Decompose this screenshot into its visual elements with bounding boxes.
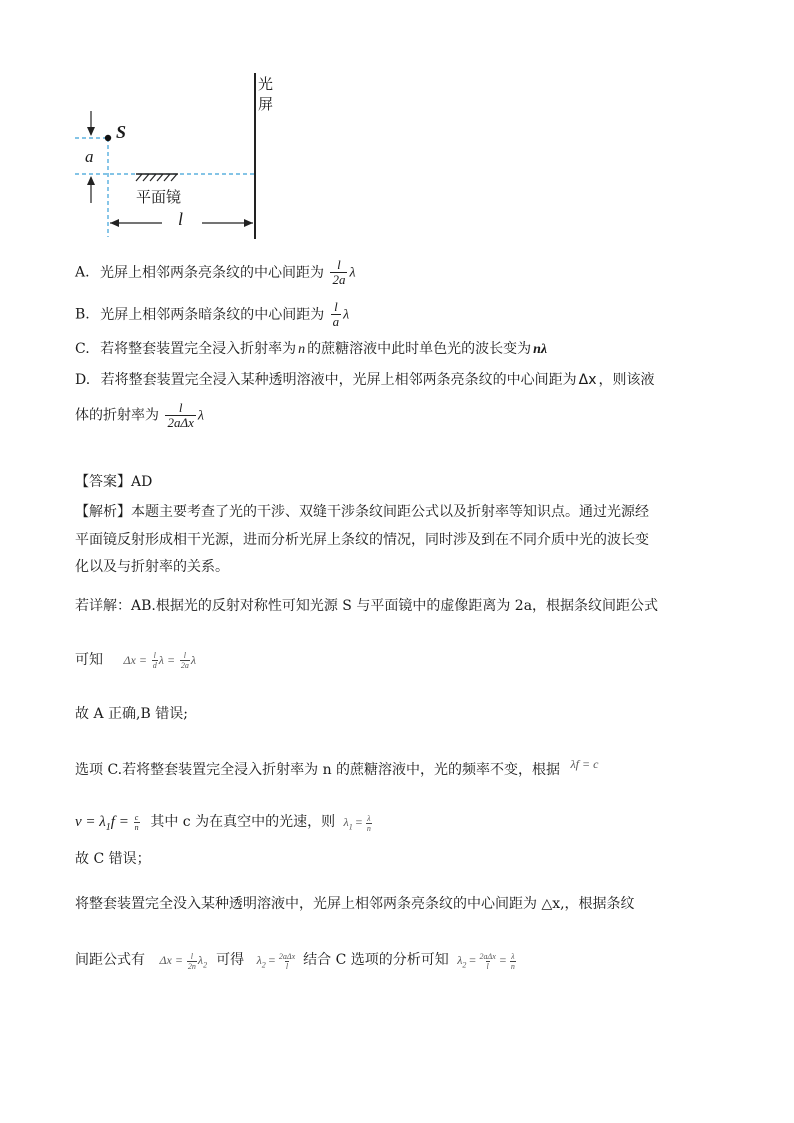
analysis-line11-mid1: 可得 [216,952,245,968]
screen-label: 光屏 [258,75,274,113]
length-arrow-left-head [110,219,119,227]
option-c-text-post: 的蔗糖溶液中此时单色光的波长变为 [307,341,532,357]
formula-7-frac1 [480,952,496,971]
option-c-var: n [298,342,306,357]
option-a-lambda: λ [349,265,356,281]
option-d-frac-den: 2aΔx [167,415,194,430]
formula-7-n2: λ [511,951,515,961]
analysis-line9: 故 C 错误； [75,851,151,867]
formula-4-frac [366,814,372,833]
formula-1-frac1 [152,651,158,670]
formula-5-frac [187,952,197,971]
formula-1-tail: λ [190,653,197,667]
formula-4-eq: = [354,815,363,829]
formula-1-n2: l [183,651,186,660]
option-b-frac-num: l [334,299,338,314]
formula-7-lhs: λ [457,953,463,967]
formula-7-eq2: = [498,953,507,967]
analysis-line11-mid2: 结合 C 选项的分析可知 [303,952,449,968]
option-a-text: 光屏上相邻两条亮条纹的中心间距为 [100,264,325,281]
formula-6-sub: 2 [261,960,266,970]
formula-4-d: n [366,823,371,833]
option-b-fraction [331,300,342,329]
analysis-line8 [75,812,373,838]
formula-5-d: 2n [187,961,196,971]
formula-4-n: λ [367,813,371,823]
analysis-line5-pre: 可知 [75,652,103,668]
option-d-frac-num: l [178,400,183,415]
formula-6-eq: = [267,953,276,967]
dist-label: a [85,147,94,166]
option-b-text: 光屏上相邻两条暗条纹的中心间距为 [100,306,325,323]
formula-3-mid: f = [110,814,129,830]
formula-7-sub: 2 [462,960,467,970]
formula-5-sub: 2 [203,960,208,970]
formula-6-n: 2aΔx [278,951,296,961]
formula-4 [343,813,373,833]
formula-3-n: c [134,813,139,823]
analysis-line1 [75,502,649,522]
analysis-line10: 将整套装置完全没入某种透明溶液中，光屏上相邻两条亮条纹的中心间距为 △x,，根据条纹 [75,896,635,912]
option-d-line1 [75,370,655,390]
analysis-line11-pre: 间距公式有 [75,952,145,968]
option-d-letter: D. [75,372,91,388]
option-a [75,258,356,287]
formula-7-d: l [486,961,489,971]
option-b-letter: B. [75,306,90,323]
analysis-line7-text: 选项 C.若将整套装置完全浸入折射率为 n 的蔗糖溶液中，光的频率不变，根据 [75,762,561,778]
analysis-line8-mid: 其中 c 为在真空中的光速，则 [150,814,336,830]
option-d-text-post: ，则该液 [598,372,655,388]
formula-2: λf = c [570,757,599,771]
analysis-label: 【解析】 [75,504,131,520]
analysis-line11 [75,950,517,975]
formula-1-d2: 2a [180,661,189,670]
analysis-line5 [75,650,196,670]
answer-value: AD [131,474,153,490]
formula-5 [159,951,210,971]
formula-spacing-1 [123,651,197,670]
analysis-line2: 平面镜反射形成相干光源，进而分析光屏上条纹的情况，同时涉及到在不同介质中光的波长变 [75,532,649,548]
formula-1-mid: λ = [158,653,176,667]
option-a-fraction [330,258,347,287]
formula-1-d1: d [152,661,157,670]
formula-7-d2: n [510,961,515,971]
option-d-lambda: λ [197,408,204,424]
formula-1-n1: l [153,651,156,660]
option-b [75,300,349,329]
mirror-label: 平面镜 [136,188,182,206]
formula-7 [457,951,517,971]
answer-label: 【答案】 [75,474,131,490]
length-label: l [178,209,184,229]
formula-6 [256,951,300,971]
formula-1-frac2 [180,651,190,670]
option-a-frac-den: 2a [332,272,346,287]
option-d-text-pre: 若将整套装置完全浸入某种透明溶液中，光屏上相邻两条亮条纹的中心间距为 [100,372,577,388]
option-c-value: nλ [533,342,548,357]
analysis-line7 [75,757,599,780]
option-a-letter: A. [75,264,90,281]
formula-6-d: l [285,961,289,971]
formula-7-eq: = [468,953,477,967]
option-d-line2-text: 体的折射率为 [75,407,159,424]
formula-3-frac [134,813,140,832]
length-arrow-right-head [244,219,253,227]
formula-5-n: l [190,951,194,961]
formula-6-lhs: λ [256,953,262,967]
mirror-hatch [136,174,177,181]
formula-5-tail: λ [197,953,204,967]
option-c-text-pre: 若将整套装置完全浸入折射率为 [100,341,297,357]
formula-3-sub: 1 [105,822,111,833]
option-b-lambda: λ [343,307,350,323]
option-d-line2 [75,401,204,430]
option-b-frac-den: a [332,314,340,329]
formula-5-lhs: Δx = [159,953,183,967]
formula-3-lhs: v = λ [75,814,106,830]
analysis-line3: 化以及与折射率的关系。 [75,559,229,575]
formula-4-lhs: λ [343,815,349,829]
analysis-text-1: 本题主要考查了光的干涉、双缝干涉条纹间距公式以及折射率等知识点。通过光源经 [131,504,649,520]
formula-6-frac [279,952,295,971]
formula-4-sub: 1 [348,822,353,832]
formula-3-d: n [134,823,139,833]
analysis-line4: 若详解：AB.根据光的反射对称性可知光源 S 与平面镜中的虚像距离为 2a，根据条纹间距公式 [75,598,659,614]
source-point [105,135,111,141]
option-c [75,339,547,360]
option-a-frac-num: l [337,257,341,272]
analysis-line6: 故 A 正确,B 错误; [75,706,188,722]
arrow-down-head [87,127,95,136]
formula-7-frac2 [510,952,516,971]
answer-line [75,472,152,492]
option-d-dx: Δx [578,372,597,388]
option-d-fraction [165,401,195,430]
option-c-letter: C. [75,341,90,357]
arrow-up-head [87,176,95,185]
formula-7-n: 2aΔx [479,951,496,961]
formula-3 [75,813,144,833]
point-label: S [116,122,127,142]
formula-1-lhs: Δx = [123,653,147,667]
